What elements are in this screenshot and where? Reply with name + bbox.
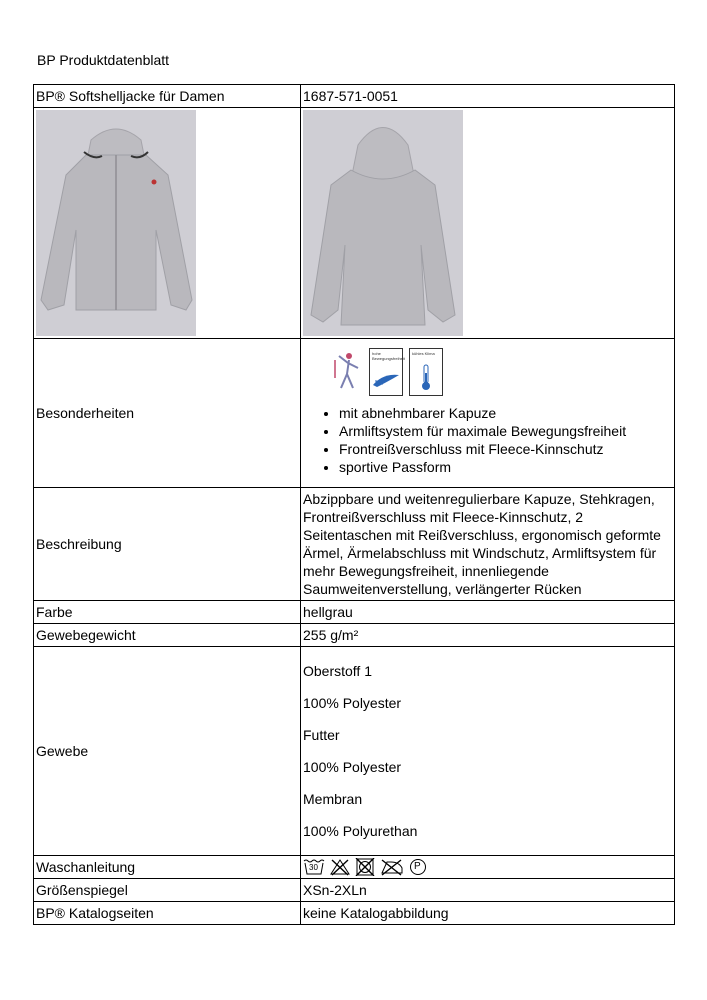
professional-clean-label: P (414, 861, 421, 872)
catalog-label: BP® Katalogseiten (34, 902, 301, 925)
back-image-cell (301, 108, 675, 339)
bewegungsfreiheit-text: hohe Bewegungsfreiheit (372, 351, 405, 361)
feature-list (303, 404, 672, 476)
features-row (34, 339, 675, 488)
description-text: Abzippbare und weitenregulierbare Kapuze, Stehkragen, Frontreißverschluss mit Fleece-Kinnschutz, 2 Seitentaschen mit Reißverschluss, ergonomisch geformte Ärmel, Ärmelabschluss mit Windschutz, Armliftsystem für mehr Bewegungsfreiheit, innenliegende Saumweitenverstellung, verlängerter Rücken (301, 488, 675, 601)
sizes-row (34, 879, 675, 902)
care-symbols (301, 856, 675, 879)
front-image-cell (34, 108, 301, 339)
list-item: • Armliftsystem für maximale Bewegungsfreiheit (339, 422, 672, 440)
care-label: Waschanleitung (34, 856, 301, 879)
no-bleach-icon (329, 858, 351, 876)
feature-icons (331, 348, 672, 396)
kuehles-klima-text: kühles Klima (412, 351, 435, 356)
fabric-row (34, 647, 675, 856)
bewegungsfreiheit-icon (369, 348, 403, 396)
weight-label: Gewebegewicht (34, 624, 301, 647)
jacket-back-photo (303, 110, 463, 336)
product-datasheet-table (33, 84, 675, 925)
fabric-cell (301, 647, 675, 856)
color-row (34, 601, 675, 624)
weight-row (34, 624, 675, 647)
wash-30-icon (303, 858, 325, 876)
description-row (34, 488, 675, 601)
description-label: Beschreibung (34, 488, 301, 601)
armlift-icon (331, 348, 363, 394)
weight-value: 255 g/m² (301, 624, 675, 647)
professional-clean-p-icon (409, 858, 427, 876)
features-cell (301, 339, 675, 488)
no-tumble-dry-icon (355, 858, 375, 876)
color-label: Farbe (34, 601, 301, 624)
list-item: • Frontreißverschluss mit Fleece-Kinnschutz (339, 440, 672, 458)
sizes-label: Größenspiegel (34, 879, 301, 902)
fabric-line: 100% Polyurethan (303, 823, 418, 839)
list-item: • mit abnehmbarer Kapuze (339, 404, 672, 422)
product-name: BP® Softshelljacke für Damen (34, 85, 301, 108)
care-row (34, 856, 675, 879)
document-title: BP Produktdatenblatt (37, 52, 170, 68)
fabric-line: 100% Polyester (303, 695, 402, 711)
catalog-row (34, 902, 675, 925)
product-number: 1687-571-0051 (301, 85, 675, 108)
no-iron-icon (379, 858, 405, 876)
sizes-value: XSn-2XLn (301, 879, 675, 902)
jacket-front-photo (36, 110, 196, 336)
fabric-line: Futter (303, 727, 340, 743)
fabric-line: Oberstoff 1 (303, 663, 373, 679)
color-value: hellgrau (301, 601, 675, 624)
wash-temp-label: 30 (309, 863, 318, 872)
list-item: • sportive Passform (339, 458, 672, 476)
product-images-row (34, 108, 675, 339)
fabric-line: Membran (303, 791, 363, 807)
product-header-row (34, 85, 675, 108)
features-label: Besonderheiten (34, 339, 301, 488)
fabric-line: 100% Polyester (303, 759, 402, 775)
kuehles-klima-icon (409, 348, 443, 396)
catalog-value: keine Katalogabbildung (301, 902, 675, 925)
fabric-label: Gewebe (34, 647, 301, 856)
